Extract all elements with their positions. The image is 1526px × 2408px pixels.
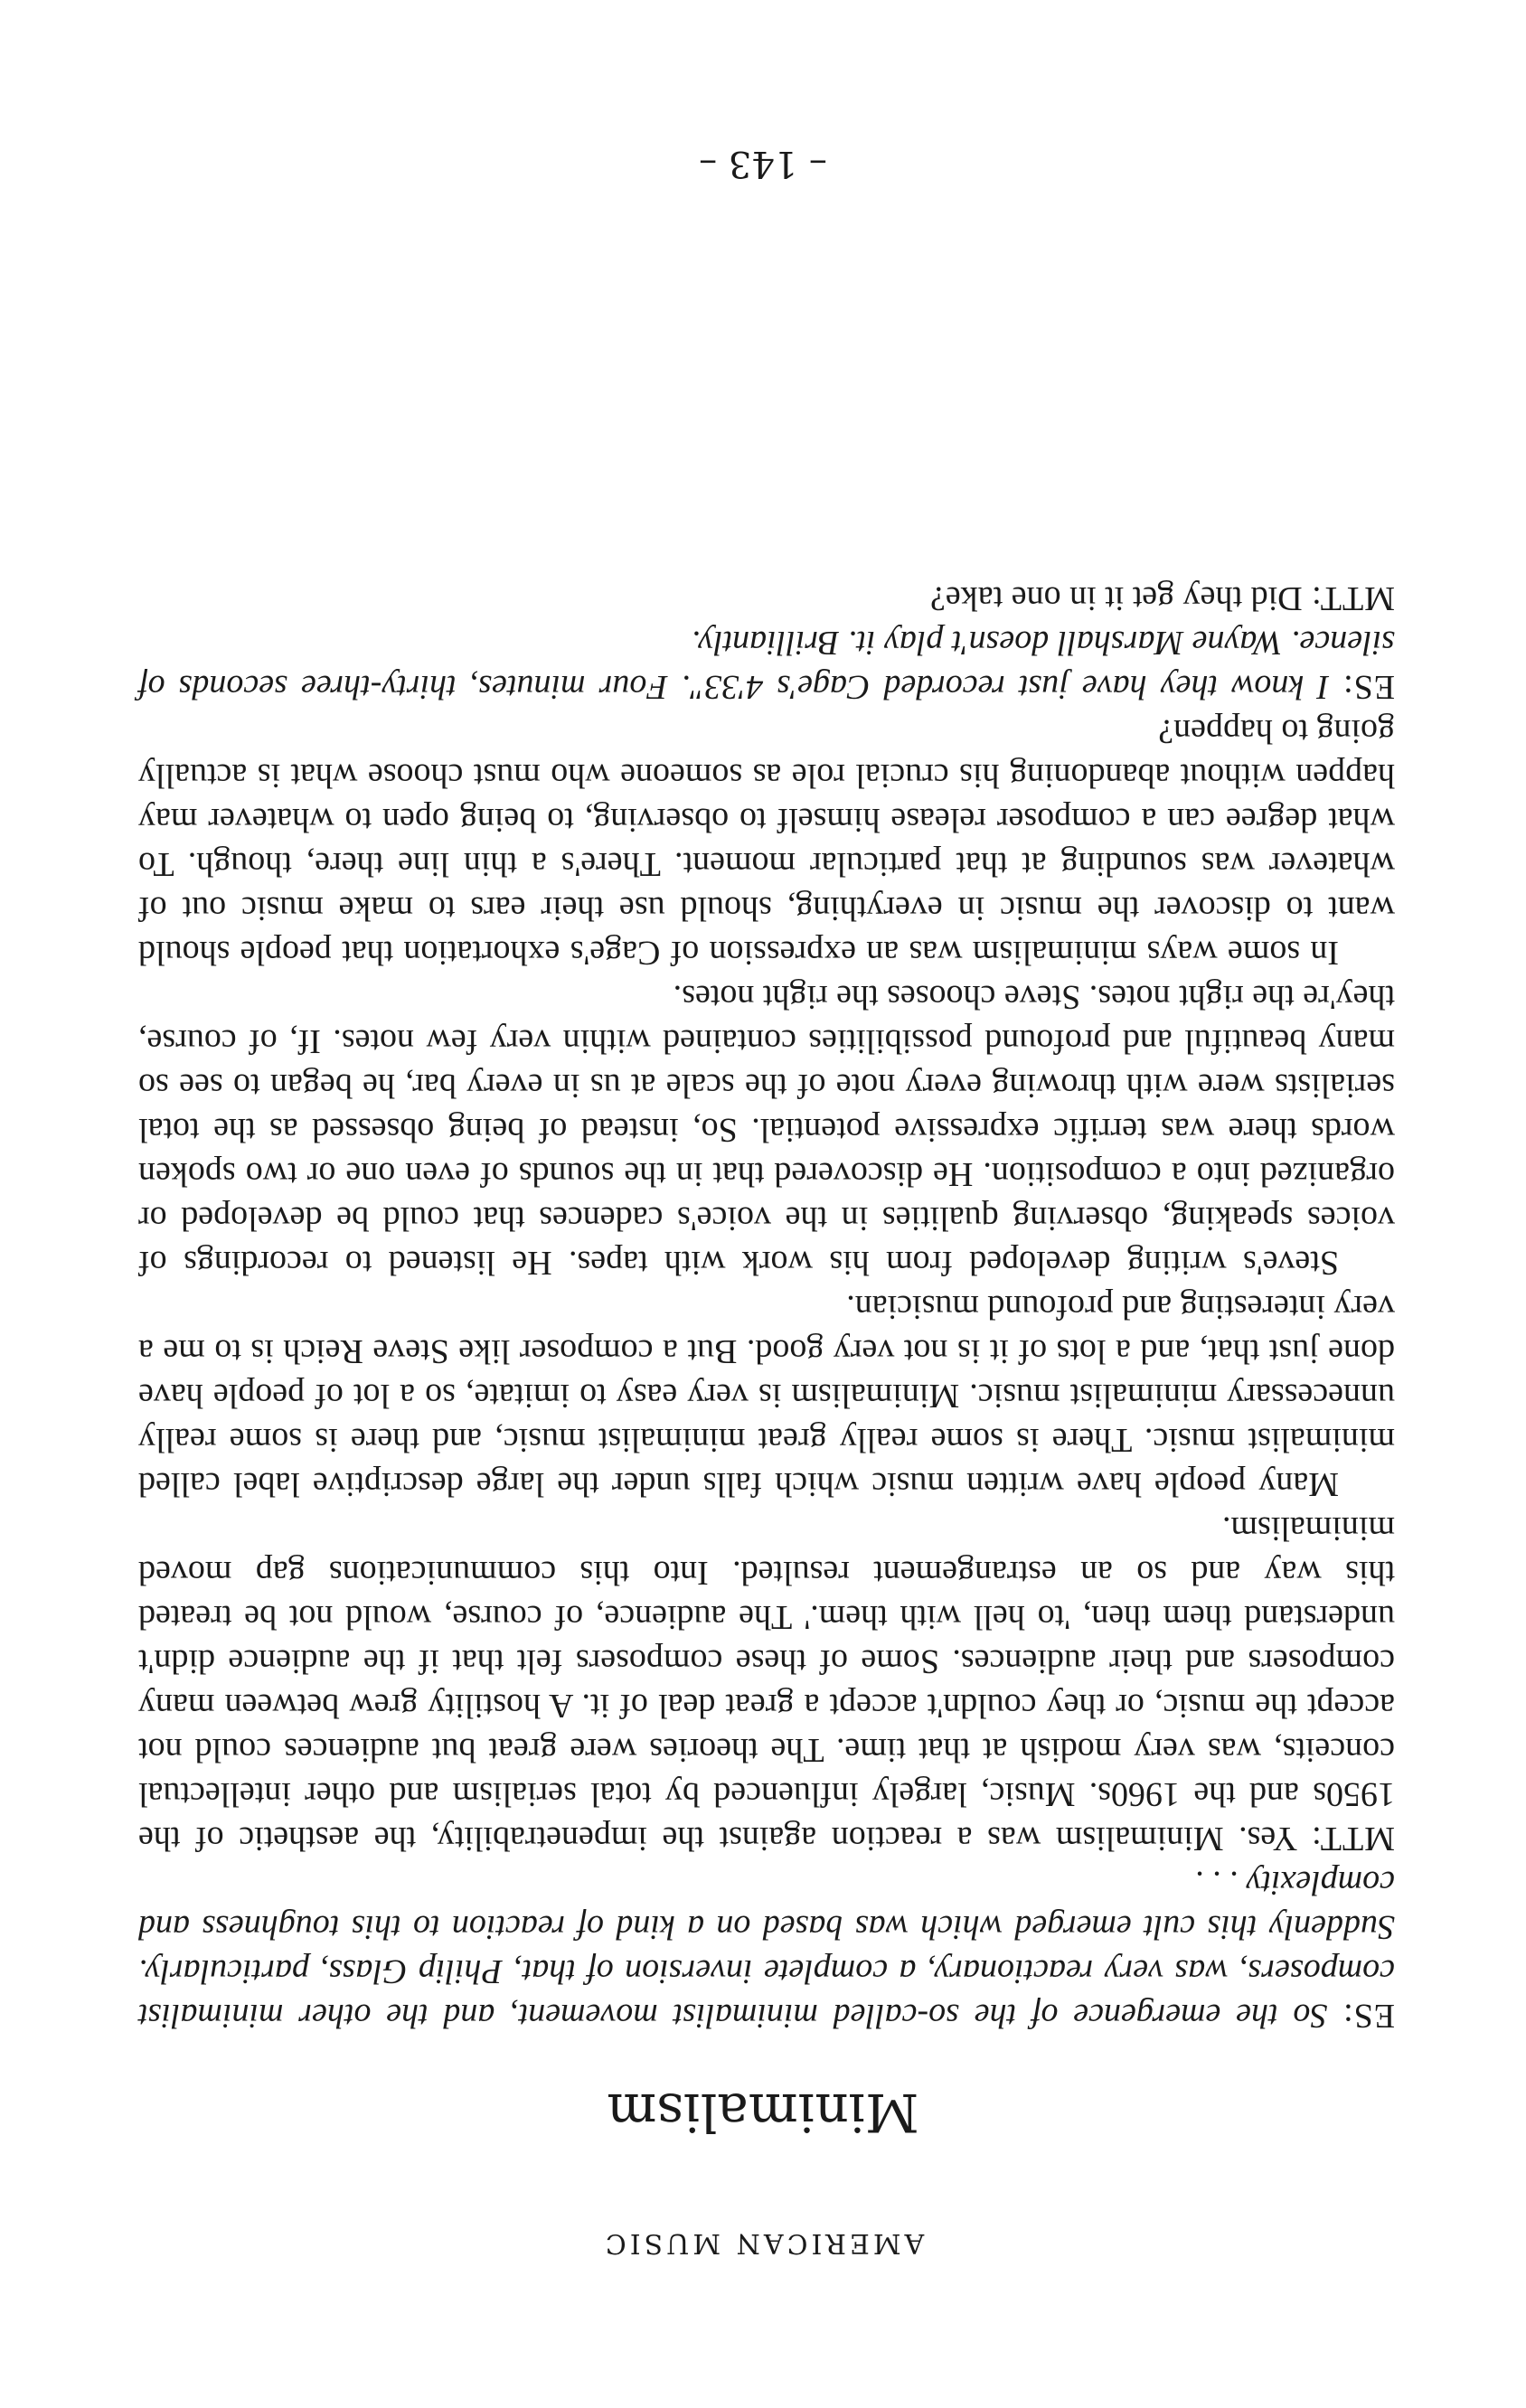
paragraph — [138, 1284, 1395, 1506]
paragraph — [138, 620, 1395, 709]
paragraph — [138, 1506, 1395, 1860]
paragraph — [138, 974, 1395, 1284]
paragraph-text: Did they get it in one take? — [930, 579, 1303, 617]
chapter-title: Minimalism — [607, 2082, 919, 2143]
page-number: – 143 – — [699, 143, 827, 184]
paragraph-text: In some ways minimalism was an expression of Cage's exhortation that people should want to discover the music in everything, should use their ears to make music out of whatever was sounding at that particular moment. There's a thin line there, though. To what degree can a composer release himself to observing, to being open to whatever may happen without abandoning his crucial role as someone who must choose what is actually going to happen? — [138, 712, 1395, 972]
paragraph-text: Many people have written music which falls under the large descriptive label called minimalist music. There is some really great minimalist music, and there is some really unnecessary minimalist music. Minimalism is very easy to imitate, so a lot of people have done just that, and a lots of it is not very good. But a composer like Steve Reich is to me a very interesting and profound musician. — [138, 1288, 1395, 1503]
paragraph — [138, 1860, 1395, 2037]
paragraph-text: So the emergence of the so-called minimalist movement, and the other minimalist composers, was very reactionary, a complete inversion of that, Philip Glass, particularly. Suddenly this cult emerged which was based on a kind of reaction to this toughness and complexity . . . — [138, 1864, 1395, 2035]
paragraph-text: I know they have just recorded Cage's 4'33". Four minutes, thirty-three seconds of silence. Wayne Marshall doesn't play it. Brilliantly. — [138, 624, 1395, 706]
paragraph — [138, 709, 1395, 974]
body-text — [138, 576, 1395, 2037]
speaker-label: MTT: — [1311, 1820, 1395, 1858]
paragraph-text: Steve's writing developed from his work with tapes. He listened to recordings of voices speaking, observing qualities in the voice's cadences that could be developed or organized into a composition. He discovered that in the sounds of even one or two spoken words there was terrific expressive potential. So, instead of being obsessed as the total serialists were with throwing every note of the scale at us in every bar, he began to see so many beautiful and profound possibilities contained within very few notes. If, of course, they're the right notes. Steve chooses the right notes. — [138, 978, 1395, 1282]
speaker-label: MTT: — [1311, 579, 1395, 617]
paragraph — [138, 576, 1395, 620]
paragraph-text: Yes. Minimalism was a reaction against the impenetrability, the aesthetic of the 1950s and the 1960s. Music, largely influenced by total serialism and other intellectual conceits, was very modish at that time. The theories were great but audiences could not accept the music, or they couldn't accept a great deal of it. A hostility grew between many composers and their audiences. Some of these composers felt that if the audience didn't understand them then, 'to hell with them.' The audience, of course, would not be treated this way and so an estrangement resulted. Into this communications gap moved minimalism. — [138, 1510, 1395, 1858]
running-head: AMERICAN MUSIC — [601, 2227, 925, 2259]
speaker-label: ES: — [1342, 668, 1395, 706]
speaker-label: ES: — [1342, 1997, 1395, 2035]
